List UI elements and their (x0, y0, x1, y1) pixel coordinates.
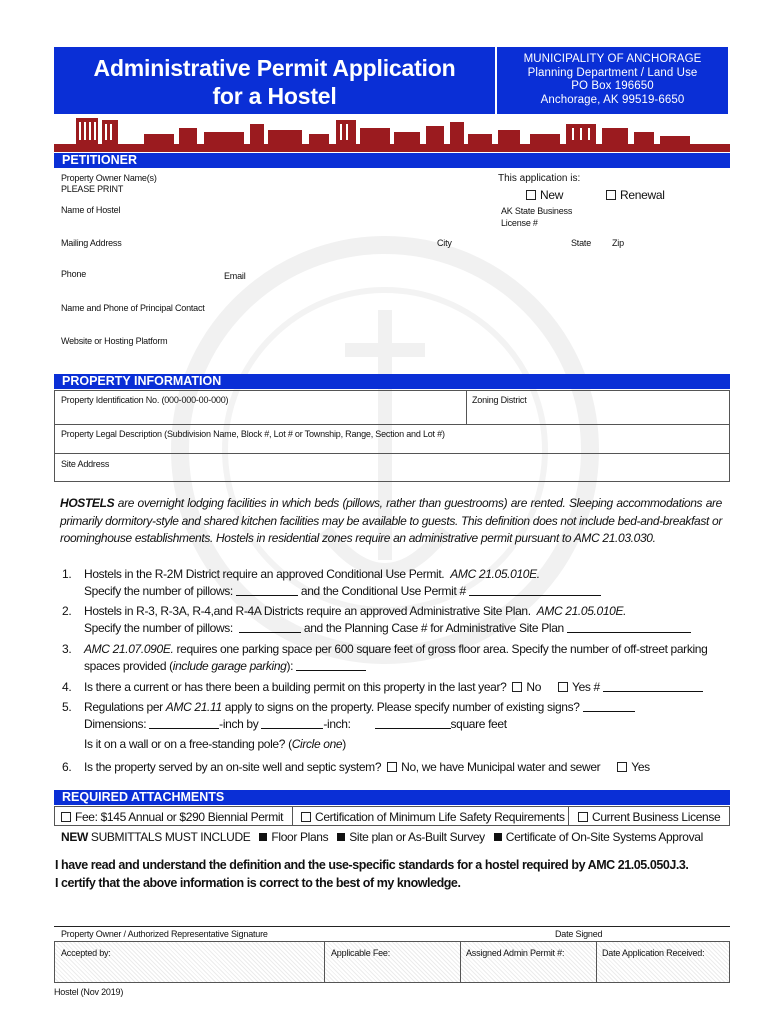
legal-description-label[interactable]: Property Legal Description (Subdivision Name, Block #, Lot # or Township, Range, Section and Lot #) (61, 429, 445, 439)
signature-line[interactable] (54, 926, 730, 927)
attachments-table (54, 806, 730, 826)
owner-name-label: Property Owner Name(s) PLEASE PRINT (61, 173, 157, 194)
fee-option[interactable]: Fee: $145 Annual or $290 Biennial Permit (61, 810, 283, 824)
signature-label: Property Owner / Authorized Representative Signature (61, 929, 268, 939)
phone-label: Phone (61, 269, 87, 279)
new-checkbox[interactable] (526, 190, 536, 200)
safety-cert-checkbox[interactable] (301, 812, 311, 822)
date-received-label: Date Application Received: (602, 948, 705, 958)
office-use-table (54, 941, 730, 983)
hostel-definition: HOSTELS are overnight lodging facilities in which beds (pillows, rather than guestrooms) are rented. Sleeping accommodations are primarily dormitory-style and shared kitchen facilities may be available to guests. This definition does not include bed-and-breakfast or roominghouse establishments. Hostels in residential zones require an administrative permit pursuant to AMC 21.03.030. (60, 496, 722, 545)
hostel-name-label: Name of Hostel (61, 205, 121, 215)
question-3: 3. AMC 21.07.090E. requires one parking space per 600 square feet of gross floor area. Specify the number of off-street parking spaces provided (include garage parking): (62, 642, 708, 673)
q4-no-checkbox[interactable] (512, 682, 522, 692)
q5-sqft-field[interactable] (375, 719, 451, 729)
question-1: 1. Hostels in the R-2M District require an approved Conditional Use Permit. AMC 21.05.010E. Specify the number of pillows: and the Conditional Use Permit # (62, 566, 722, 600)
new-option[interactable]: New (526, 188, 563, 202)
site-address-label[interactable]: Site Address (61, 459, 110, 469)
attachments-heading: REQUIRED ATTACHMENTS (54, 790, 730, 805)
property-info-table (54, 390, 730, 482)
application-type-label: This application is: (498, 173, 581, 184)
q2-case-field[interactable] (567, 623, 691, 633)
q6-yes-checkbox[interactable] (617, 762, 627, 772)
petitioner-heading: PETITIONER (54, 153, 730, 168)
certification-statement: I have read and understand the definition and the use-specific standards for a hostel required by AMC 21.05.050J.3. I certify that the above information is correct to the best of my knowledge. (55, 858, 689, 890)
q1-pillows-field[interactable] (236, 586, 298, 596)
q1-cup-field[interactable] (469, 586, 601, 596)
renewal-option[interactable]: Renewal (606, 188, 665, 202)
anchorage-skyline-logo (54, 114, 730, 152)
pin-label[interactable]: Property Identification No. (000-000-00-000) (61, 395, 229, 405)
safety-cert-option[interactable]: Certification of Minimum Life Safety Requirements (301, 810, 565, 824)
owner-name-field[interactable] (200, 172, 480, 198)
principal-contact-label: Name and Phone of Principal Contact (61, 303, 205, 313)
site-plan-bullet (337, 833, 345, 841)
state-label: State (571, 238, 592, 248)
q5-dim1-field[interactable] (149, 719, 219, 729)
floor-plans-bullet (259, 833, 267, 841)
website-label: Website or Hosting Platform (61, 336, 168, 346)
question-6: 6. Is the property served by an on-site well and septic system? No, we have Municipal water and sewer Yes (62, 760, 650, 774)
zip-label: Zip (612, 238, 624, 248)
q4-yes-checkbox[interactable] (558, 682, 568, 692)
accepted-by-label: Accepted by: (61, 948, 111, 958)
q6-no-checkbox[interactable] (387, 762, 397, 772)
q5-signs-field[interactable] (583, 702, 635, 712)
title-banner (54, 47, 495, 114)
q2-pillows-field[interactable] (239, 623, 301, 633)
applicable-fee-label: Applicable Fee: (331, 948, 391, 958)
zoning-label[interactable]: Zoning District (472, 395, 527, 405)
fee-checkbox[interactable] (61, 812, 71, 822)
property-heading: PROPERTY INFORMATION (54, 374, 730, 389)
question-2: 2. Hostels in R-3, R-3A, R-4,and R-4A Districts require an approved Administrative Site Plan. AMC 21.05.010E. Specify the number of pillows: and the Planning Case # for Administrative Site Plan (62, 603, 722, 637)
date-signed-label: Date Signed (555, 929, 603, 939)
renewal-checkbox[interactable] (606, 190, 616, 200)
city-label: City (437, 238, 452, 248)
business-license-option[interactable]: Current Business License (578, 810, 720, 824)
form-title: Administrative Permit Application for a Hostel (93, 55, 456, 109)
septic-bullet (494, 833, 502, 841)
q4-permit-field[interactable] (603, 682, 703, 692)
form-id: Hostel (Nov 2019) (54, 987, 124, 997)
question-5: 5. Regulations per AMC 21.11 apply to signs on the property. Please specify number of existing signs? Dimensions: -inch by -inch: square feet Is it on a wall or on a free-standing pole? (Circle one) (62, 699, 722, 753)
question-4: 4. Is there a current or has there been a building permit on this property in the last year? No Yes # (62, 679, 722, 696)
municipality-block: MUNICIPALITY OF ANCHORAGE Planning Department / Land Use PO Box 196650 Anchorage, AK 99519-6650 (497, 47, 728, 114)
email-label: Email (224, 271, 246, 281)
admin-permit-label: Assigned Admin Permit #: (466, 948, 565, 958)
business-license-checkbox[interactable] (578, 812, 588, 822)
mailing-address-label: Mailing Address (61, 238, 122, 248)
q5-dim2-field[interactable] (261, 719, 323, 729)
q3-parking-field[interactable] (296, 661, 366, 671)
new-submittals-row: NEW SUBMITTALS MUST INCLUDE Floor Plans Site plan or As-Built Survey Certificate of On-Site Systems Approval (61, 830, 703, 844)
business-license-label: AK State Business License # (501, 206, 573, 228)
